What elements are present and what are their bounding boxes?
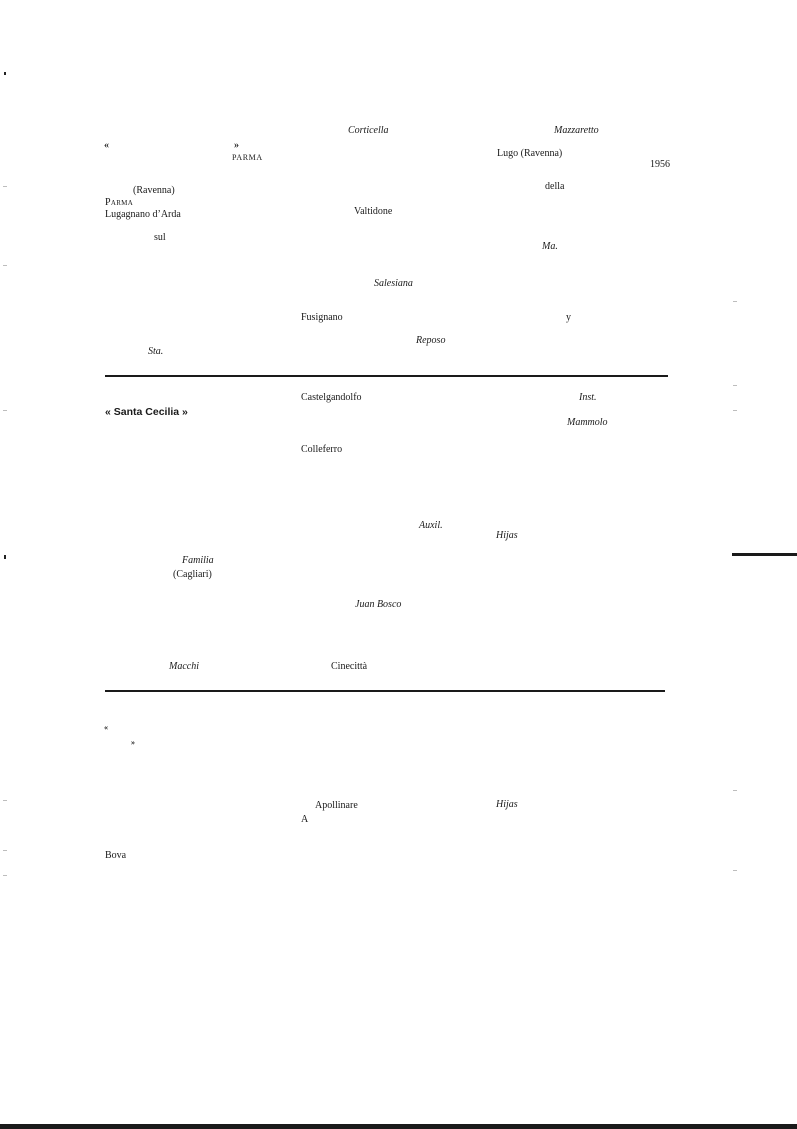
text-cagliari: (Cagliari) [173, 569, 212, 580]
text-lugo-ravenna: Lugo (Ravenna) [497, 148, 563, 159]
text-bova: Bova [105, 850, 127, 861]
margin-tick [733, 790, 737, 791]
margin-tick [3, 800, 7, 801]
text-corticella: Corticella [348, 125, 389, 136]
text-valtidone: Valtidone [354, 206, 393, 217]
text-cinecitta: Cinecittà [331, 661, 368, 672]
text-auxil: Auxil. [419, 520, 443, 531]
text-juan-bosco: Juan Bosco [355, 599, 402, 610]
text-hijas-2: Hijas [496, 799, 518, 810]
margin-tick [733, 410, 737, 411]
text-fusignano: Fusignano [301, 312, 343, 323]
text-reposo: Reposo [416, 335, 446, 346]
text-macchi: Macchi [169, 661, 199, 672]
margin-tick [3, 186, 7, 187]
margin-tick [3, 850, 7, 851]
text-salesiana: Salesiana [374, 278, 413, 289]
margin-tick [733, 301, 737, 302]
text-ma: Ma. [542, 241, 558, 252]
heading-santa-cecilia: « Santa Cecilia » [105, 406, 188, 418]
margin-tick [733, 385, 737, 386]
text-parma-small: PARMA [232, 153, 263, 162]
text-hijas: Hijas [496, 530, 518, 541]
text-castelgandolfo: Castelgandolfo [301, 392, 362, 403]
text-colleferro: Colleferro [301, 444, 343, 455]
margin-tick [3, 265, 7, 266]
margin-tick [733, 870, 737, 871]
close-quote: » [234, 140, 239, 151]
close-quote-2: » [131, 738, 135, 747]
text-y: y [566, 312, 571, 323]
text-a: A [301, 814, 309, 825]
text-della: della [545, 181, 565, 192]
text-parma: Parma [105, 197, 134, 208]
text-familia: Familia [182, 555, 214, 566]
open-quote: « [104, 140, 109, 151]
text-lugagnano: Lugagnano d’Arda [105, 209, 181, 220]
text-ravenna: (Ravenna) [133, 185, 175, 196]
text-mammolo: Mammolo [567, 417, 608, 428]
text-sul: sul [154, 232, 166, 243]
open-quote-2: « [104, 723, 108, 732]
section-divider-2 [105, 690, 665, 692]
text-mazzaretto: Mazzaretto [554, 125, 599, 136]
text-year: 1956 [650, 159, 670, 170]
section-divider-1 [105, 375, 668, 377]
bottom-edge-bar [0, 1124, 797, 1129]
right-edge-bar [732, 553, 797, 556]
text-inst: Inst. [579, 392, 597, 403]
scan-mark [4, 72, 6, 75]
margin-tick [3, 875, 7, 876]
text-apollinare: Apollinare [315, 800, 358, 811]
scan-mark [4, 555, 6, 559]
margin-tick [3, 410, 7, 411]
text-sta: Sta. [148, 346, 164, 357]
